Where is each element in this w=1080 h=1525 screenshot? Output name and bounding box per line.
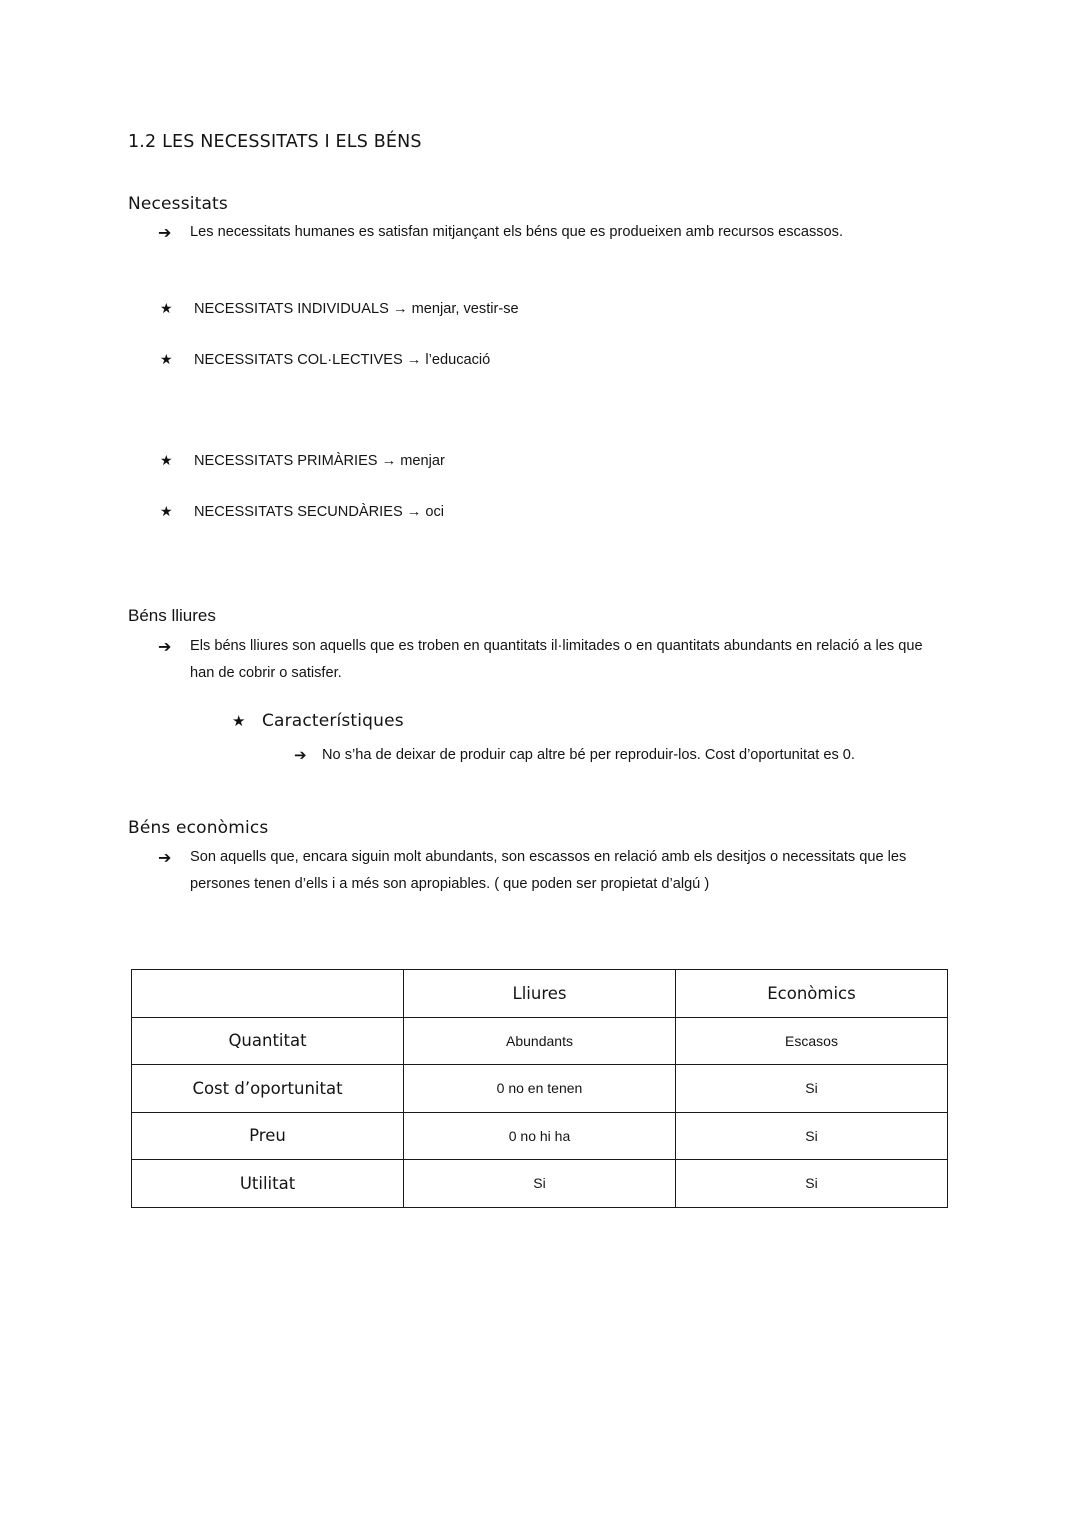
bullet-row-necessitats-secundaries [160, 499, 860, 525]
table-header-row [132, 970, 948, 1018]
table-row [132, 1017, 948, 1065]
bullet-text: NECESSITATS INDIVIDUALS → menjar, vestir-se [194, 301, 519, 317]
bullet-text: NECESSITATS SECUNDÀRIES → oci [194, 504, 445, 520]
bullet-row-bens-economics-intro [158, 844, 948, 898]
bullet-text: NECESSITATS COL·LECTIVES → l’educació [194, 352, 491, 368]
bullet-row-caracteristiques-detail [294, 742, 964, 768]
bullet-text: Son aquells que, encara siguin molt abundants, son escassos en relació amb els desitjos o necessitats que les persones tenen d’ells i a més son apropiables. ( que poden ser propietat d’algú ) [190, 849, 907, 892]
star-icon: ★ [160, 352, 173, 368]
table-cell-lliures: 0 no hi ha [404, 1112, 676, 1160]
table-row-label: Preu [132, 1112, 404, 1160]
table-row [132, 1160, 948, 1208]
bullet-text: NECESSITATS PRIMÀRIES → menjar [194, 453, 445, 469]
table-header-lliures: Lliures [404, 970, 676, 1018]
table-header-economics: Econòmics [676, 970, 948, 1018]
table-row [132, 1065, 948, 1113]
page-title: 1.2 LES NECESSITATS I ELS BÉNS [128, 132, 422, 152]
bullet-row-necessitats-primaries [160, 448, 860, 474]
star-icon: ★ [160, 453, 173, 469]
arrow-icon: ➔ [294, 746, 307, 764]
table-cell-lliures: Si [404, 1160, 676, 1208]
table-row-label: Cost d’oportunitat [132, 1065, 404, 1113]
bullet-text: Els béns lliures son aquells que es troben en quantitats il·limitades o en quantitats abundants en relació a les que han de cobrir o satisfer. [190, 638, 923, 681]
table-corner-cell [132, 970, 404, 1018]
star-icon: ★ [232, 712, 246, 730]
table-row-label: Utilitat [132, 1160, 404, 1208]
bullet-text: No s’ha de deixar de produir cap altre bé per reproduir-los. Cost d’oportunitat es 0. [322, 747, 855, 763]
arrow-icon: ➔ [158, 637, 172, 656]
arrow-icon: ➔ [158, 848, 172, 867]
star-icon: ★ [160, 504, 173, 520]
bullet-row-necessitats-individuals [160, 296, 860, 322]
comparison-table [131, 969, 948, 1208]
table-row-label: Quantitat [132, 1017, 404, 1065]
arrow-icon: ➔ [158, 223, 172, 242]
bullet-text: Les necessitats humanes es satisfan mitjançant els béns que es produeixen amb recursos escassos. [190, 224, 844, 240]
section-heading-bens-economics: Béns econòmics [128, 818, 269, 838]
section-heading-necessitats: Necessitats [128, 194, 228, 214]
bullet-row-bens-lliures-intro [158, 633, 948, 687]
table-cell-economics: Si [676, 1065, 948, 1113]
section-heading-bens-lliures: Béns lliures [128, 606, 216, 625]
table-cell-economics: Escasos [676, 1017, 948, 1065]
bullet-row-caracteristiques [232, 708, 752, 734]
table-cell-lliures: 0 no en tenen [404, 1065, 676, 1113]
table-cell-lliures: Abundants [404, 1017, 676, 1065]
table-cell-economics: Si [676, 1112, 948, 1160]
table-row [132, 1112, 948, 1160]
bullet-row-necessitats-intro [158, 219, 948, 246]
bullet-text: Característiques [262, 711, 404, 731]
bullet-row-necessitats-collectives [160, 347, 860, 373]
table-cell-economics: Si [676, 1160, 948, 1208]
star-icon: ★ [160, 301, 173, 317]
